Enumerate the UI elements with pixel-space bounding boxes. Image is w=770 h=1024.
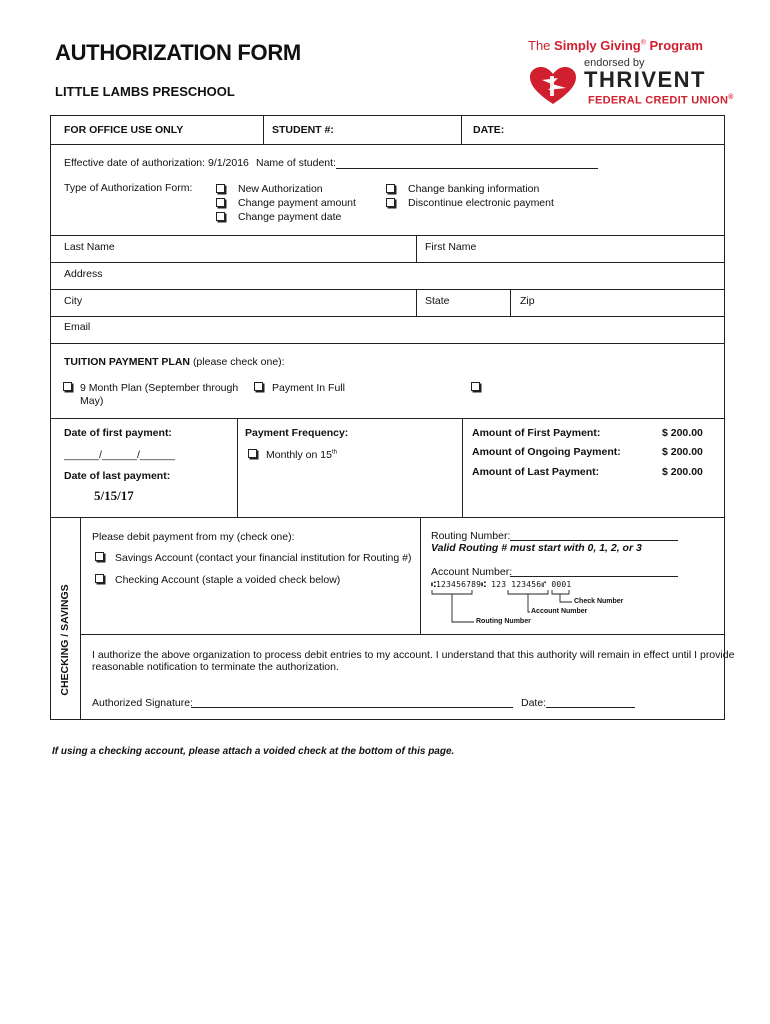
divider bbox=[80, 634, 725, 635]
logo-credit-union-text: FEDERAL CREDIT UNION bbox=[588, 94, 729, 107]
monthly-frequency-text: Monthly on 15 bbox=[266, 449, 332, 461]
amount-first-value: $ 200.00 bbox=[662, 427, 703, 439]
divider bbox=[50, 144, 725, 145]
check-number-caption: Check Number bbox=[574, 598, 624, 605]
logo-credit-union-mark: ® bbox=[728, 94, 734, 101]
monthly-frequency-checkbox[interactable] bbox=[248, 449, 257, 458]
discontinue-payment-checkbox[interactable] bbox=[386, 198, 395, 207]
last-payment-label: Date of last payment: bbox=[64, 470, 171, 482]
change-date-checkbox[interactable] bbox=[216, 212, 225, 221]
signature-input[interactable] bbox=[191, 697, 513, 708]
last-name-field[interactable]: Last Name bbox=[64, 241, 115, 253]
amount-first-label: Amount of First Payment: bbox=[472, 427, 601, 439]
amount-last-label: Amount of Last Payment: bbox=[472, 466, 600, 478]
logo-credit-union bbox=[588, 94, 734, 107]
change-banking-label: Change banking information bbox=[408, 183, 540, 195]
state-field[interactable]: State bbox=[425, 295, 450, 307]
authorize-text-line-2: reasonable notification to terminate the authorization. bbox=[92, 661, 339, 673]
routing-number-label: Routing Number: bbox=[431, 530, 511, 542]
nine-month-plan-label-1: 9 Month Plan (September through bbox=[80, 382, 239, 394]
student-name-label: Name of student: bbox=[256, 157, 336, 169]
form-title: AUTHORIZATION FORM bbox=[55, 40, 301, 65]
amount-ongoing-value: $ 200.00 bbox=[662, 446, 703, 458]
payment-in-full-label: Payment In Full bbox=[272, 382, 345, 394]
first-payment-label: Date of first payment: bbox=[64, 427, 172, 439]
change-banking-checkbox[interactable] bbox=[386, 184, 395, 193]
student-name-input[interactable] bbox=[336, 157, 598, 169]
divider bbox=[416, 235, 417, 262]
account-number-input[interactable] bbox=[510, 566, 678, 577]
first-payment-input[interactable]: ______/______/______ bbox=[64, 449, 175, 461]
office-date-field[interactable]: DATE: bbox=[473, 124, 505, 136]
divider bbox=[237, 418, 238, 517]
micr-line: ⑆123456789⑆ 123 123456⑈ 0001 bbox=[431, 580, 572, 589]
change-amount-checkbox[interactable] bbox=[216, 198, 225, 207]
divider bbox=[50, 262, 725, 263]
new-authorization-label: New Authorization bbox=[238, 183, 323, 195]
student-number-field[interactable]: STUDENT #: bbox=[272, 124, 334, 136]
logo-program-name: Simply Giving bbox=[554, 38, 641, 53]
account-number-caption: Account Number bbox=[531, 608, 588, 615]
amount-last-value: $ 200.00 bbox=[662, 466, 703, 478]
email-field[interactable]: Email bbox=[64, 321, 91, 333]
first-name-field[interactable]: First Name bbox=[425, 241, 477, 253]
checking-savings-side-label bbox=[57, 580, 73, 700]
authorize-text-line-1: I authorize the above organization to process debit entries to my account. I understand that this authority will remain in effect until I provide bbox=[92, 649, 735, 661]
address-field[interactable]: Address bbox=[64, 268, 103, 280]
change-amount-label: Change payment amount bbox=[238, 197, 356, 209]
auth-type-label: Type of Authorization Form: bbox=[64, 182, 193, 194]
payment-in-full-checkbox[interactable] bbox=[254, 382, 263, 391]
last-payment-value: 5/15/17 bbox=[94, 488, 134, 503]
frequency-label: Payment Frequency: bbox=[245, 427, 349, 439]
nine-month-plan-label-2: May) bbox=[80, 395, 104, 407]
divider bbox=[263, 115, 264, 144]
divider bbox=[80, 517, 81, 720]
monthly-frequency-label bbox=[266, 449, 337, 461]
logo-endorsed-by: endorsed by bbox=[584, 57, 645, 69]
zip-field[interactable]: Zip bbox=[520, 295, 535, 307]
checking-account-checkbox[interactable] bbox=[95, 574, 104, 583]
divider bbox=[416, 289, 417, 316]
signature-label: Authorized Signature: bbox=[92, 697, 193, 709]
tuition-heading-bold: TUITION PAYMENT PLAN bbox=[64, 356, 191, 368]
tuition-heading bbox=[64, 356, 285, 368]
logo-registered: ® bbox=[640, 39, 646, 47]
signature-date-input[interactable] bbox=[546, 697, 635, 708]
other-plan-checkbox[interactable] bbox=[471, 382, 480, 391]
routing-number-caption: Routing Number bbox=[476, 618, 531, 625]
divider bbox=[461, 115, 462, 144]
divider bbox=[50, 289, 725, 290]
effective-date-row bbox=[64, 157, 249, 169]
office-use-label: FOR OFFICE USE ONLY bbox=[64, 124, 184, 136]
checking-account-label: Checking Account (staple a voided check below) bbox=[115, 574, 341, 586]
divider bbox=[462, 418, 463, 517]
divider bbox=[50, 316, 725, 317]
debit-label: Please debit payment from my (check one): bbox=[92, 531, 295, 543]
footer-note: If using a checking account, please attach a voided check at the bottom of this page. bbox=[52, 746, 455, 757]
divider bbox=[50, 235, 725, 236]
side-label-text: CHECKING / SAVINGS bbox=[59, 584, 71, 696]
tuition-heading-rest: (please check one): bbox=[192, 356, 285, 368]
account-number-label: Account Number: bbox=[431, 566, 513, 578]
city-field[interactable]: City bbox=[64, 295, 83, 307]
savings-account-label: Savings Account (contact your financial institution for Routing #) bbox=[115, 552, 412, 564]
divider bbox=[510, 289, 511, 316]
monthly-frequency-suffix: th bbox=[331, 449, 337, 456]
divider bbox=[50, 517, 725, 518]
routing-note: Valid Routing # must start with 0, 1, 2, or 3 bbox=[431, 542, 642, 554]
logo-program: Program bbox=[649, 38, 703, 53]
program-logo-text bbox=[528, 38, 703, 53]
nine-month-plan-checkbox[interactable] bbox=[63, 382, 72, 391]
change-date-label: Change payment date bbox=[238, 211, 342, 223]
amount-ongoing-label: Amount of Ongoing Payment: bbox=[472, 446, 621, 458]
new-authorization-checkbox[interactable] bbox=[216, 184, 225, 193]
school-name: LITTLE LAMBS PRESCHOOL bbox=[55, 84, 235, 99]
effective-date-value: 9/1/2016 bbox=[208, 157, 249, 169]
divider bbox=[50, 418, 725, 419]
routing-number-input[interactable] bbox=[510, 530, 678, 541]
discontinue-payment-label: Discontinue electronic payment bbox=[408, 197, 554, 209]
logo-brand: THRIVENT bbox=[584, 67, 706, 92]
thrivent-heart-icon bbox=[528, 66, 578, 106]
divider bbox=[50, 343, 725, 344]
effective-date-label: Effective date of authorization: bbox=[64, 157, 206, 169]
savings-account-checkbox[interactable] bbox=[95, 552, 104, 561]
divider bbox=[420, 517, 421, 634]
signature-date-label: Date: bbox=[521, 697, 547, 709]
logo-the: The bbox=[528, 38, 551, 53]
